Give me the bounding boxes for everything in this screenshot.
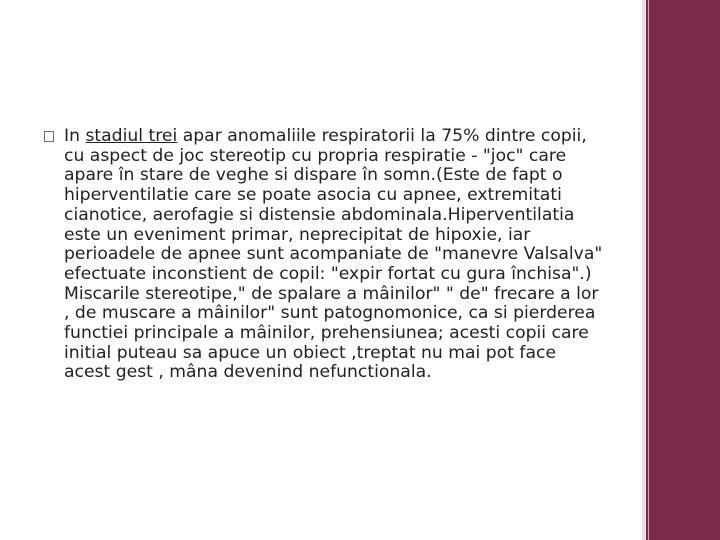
- accent-band-line: [648, 0, 649, 540]
- accent-band-edge: [642, 0, 646, 540]
- slide-body: [44, 127, 604, 383]
- bullet-rest-text: apar anomaliile respiratorii la 75% dintre copii, cu aspect de joc stereotip cu propria respiratie - "joc" care apare în stare de veghe si dispare în somn.(Este de fapt o hiperventilatie care se poate asocia cu apnee, extremitati cianotice, aerofagie si distensie abdominala.Hiperventilatia este un eveniment primar, neprecipitat de hipoxie, iar perioadele de apnee sunt acompaniate de "manevre Valsalva" efectuate inconstient de copil: "expir fortat cu gura închisa".): [64, 126, 603, 284]
- accent-band: [642, 0, 720, 540]
- underlined-phrase: stadiul trei: [85, 126, 178, 146]
- bullet-lead-text: In: [64, 126, 86, 146]
- bullet-paragraph: [44, 127, 604, 285]
- second-paragraph: Miscarile stereotipe," de spalare a mâinilor" " de" frecare a lor , de muscare a mâinilor" sunt patognomonice, ca si pierderea functiei principale a mâinilor, prehensiunea; acesti copii care initial puteau sa apuce un obiect ,treptat nu mai pot face acest gest , mâna devenind nefunctionala.: [64, 283, 599, 383]
- bullet-paragraph-text: [64, 127, 604, 285]
- square-bullet-icon: [44, 131, 54, 142]
